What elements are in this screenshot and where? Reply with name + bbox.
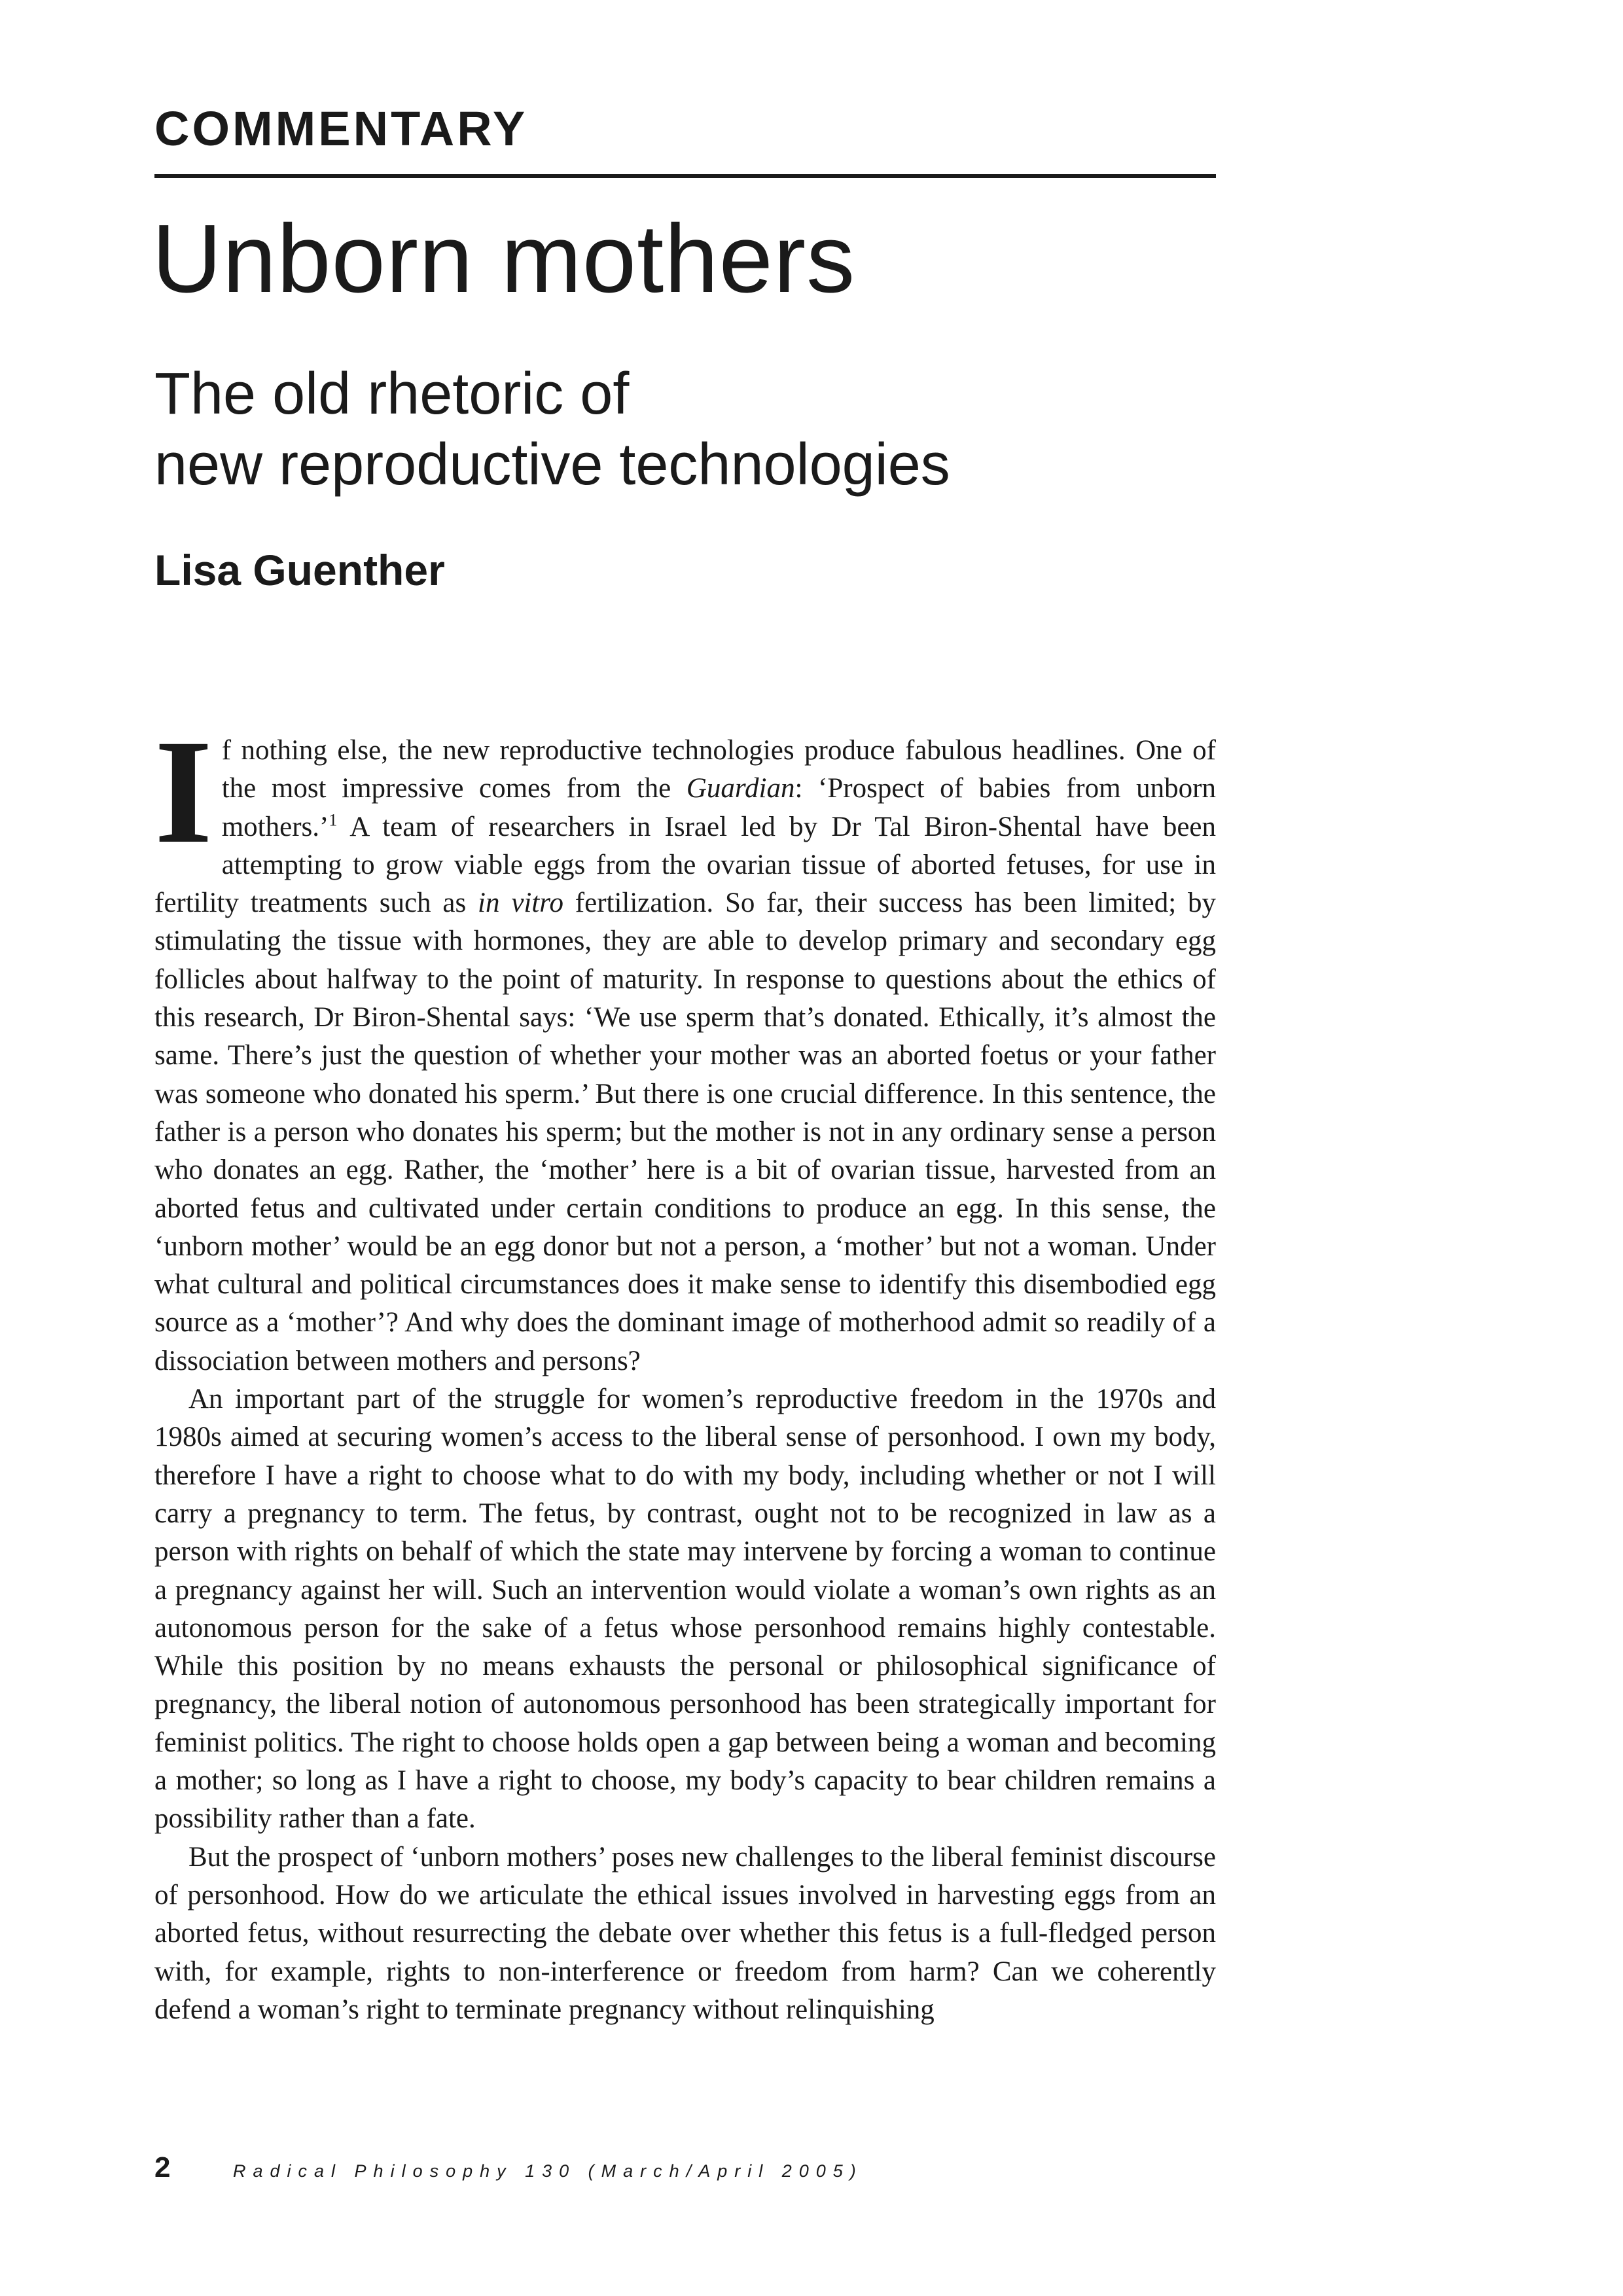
guardian-title: Guardian [686, 773, 795, 804]
footnote-ref-1: 1 [329, 810, 338, 830]
article-title: Unborn mothers [152, 205, 856, 313]
paragraph-1-text-b: : ‘Prospect of babies from unborn mothers.’ [221, 773, 1216, 842]
subtitle-line-2: new reproductive technologies [154, 432, 950, 497]
paragraph-1-text-c: A team of researchers in Israel led by Dr Tal Biron-Shental have been attempting to grow viable eggs from the ovarian tissue of aborted fetuses, for use in fertility treatments such as [154, 811, 1216, 919]
journal-citation: Radical Philosophy 130 (March/April 2005) [233, 2161, 863, 2181]
article-body [154, 709, 1216, 2029]
author-name: Lisa Guenther [154, 546, 445, 594]
paragraph-1 [154, 709, 1216, 1380]
article-subtitle [154, 359, 950, 500]
section-rule [154, 174, 1216, 178]
drop-cap: I [154, 709, 213, 874]
in-vitro-term: in vitro [478, 888, 563, 919]
page-number: 2 [154, 2151, 171, 2183]
page-footer [154, 2153, 863, 2182]
paragraph-3: But the prospect of ‘unborn mothers’ poses new challenges to the liberal feminist discourse of personhood. How do we articulate the ethical issues involved in harvesting eggs from an aborted fetus, without resurrecting the debate over whether this fetus is a full-fledged person with, for example, rights to non-interference or freedom from harm? Can we coherently defend a woman’s right to terminate pregnancy without relinquishing [154, 1841, 1216, 2025]
paragraph-2: An important part of the struggle for women’s reproductive freedom in the 1970s and 1980s aimed at securing women’s access to the liberal sense of personhood. I own my body, therefore I have a right to choose what to do with my body, including whether or not I will carry a pregnancy to term. The fetus, by contrast, ought not to be recognized in law as a person with rights on behalf of which the state may intervene by forcing a woman to continue a pregnancy against her will. Such an intervention would violate a woman’s own rights as an autonomous person for the sake of a fetus whose personhood remains highly contestable. While this position by no means exhausts the personal or philosophical significance of pregnancy, the liberal notion of autonomous personhood has been strategically important for feminist politics. The right to choose holds open a gap between being a woman and becoming a mother; so long as I have a right to choose, my body’s capacity to bear children remains a possibility rather than a fate. [154, 1384, 1216, 1835]
paragraph-1-text-d: fertilization. So far, their success has been limited; by stimulating the tissue with hormones, they are able to develop primary and secondary egg follicles about halfway to the point of maturity. In response to questions about the ethics of this research, Dr Biron-Shental says: ‘We use sperm that’s donated. Ethically, it’s almost the same. There’s just the question of whether your mother was an aborted foetus or your father was someone who donated his sperm.’ But there is one crucial difference. In this sentence, the father is a person who donates his sperm; but the mother is not in any ordinary sense a person who donates an egg. Rather, the ‘mother’ here is a bit of ovarian tissue, harvested from an aborted fetus and cultivated under certain conditions to produce an egg. In this sense, the ‘unborn mother’ would be an egg donor but not a person, a ‘mother’ but not a woman. Under what cultural and political circumstances does it make sense to identify this disembodied egg source as a ‘mother’? And why does the dominant image of motherhood admit so readily of a dissociation between mothers and persons? [154, 888, 1216, 1376]
paragraph-1-text-a: f nothing else, the new reproductive technologies produce fabulous headlines. One of the most impressive comes from the [221, 735, 1216, 804]
section-label: COMMENTARY [154, 101, 528, 156]
subtitle-line-1: The old rhetoric of [154, 361, 630, 427]
